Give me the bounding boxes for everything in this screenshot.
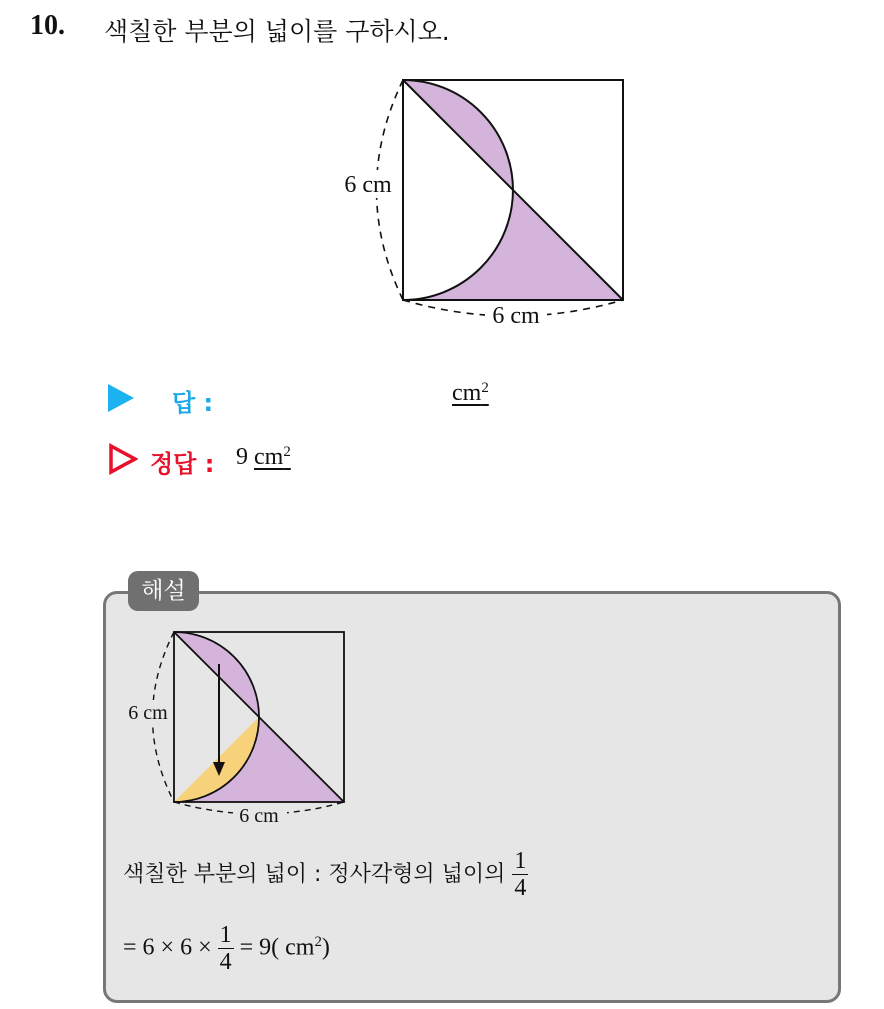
question-figure xyxy=(330,70,640,340)
answer-label: 답 : xyxy=(172,389,214,417)
shaded-region-bottom xyxy=(403,190,623,300)
left-side-label: 6 cm xyxy=(344,172,392,198)
question-text: 색칠한 부분의 넓이를 구하시오. xyxy=(104,17,450,46)
bottom-side-label: 6 cm xyxy=(492,303,540,329)
answer-unit: $cm^2$ xyxy=(452,380,489,407)
explanation-figure xyxy=(115,622,355,832)
explanation-tag: 해설 xyxy=(128,571,199,611)
explanation-line-2: = 6 × 6 × $\frac{1}{4}$ = 9( $cm^2$) xyxy=(123,922,330,976)
solution-triangle-icon xyxy=(108,443,138,475)
left-side-label: 6 cm xyxy=(128,702,168,724)
solution-value: 9 $cm^2$ xyxy=(236,444,291,471)
explanation-line-1: 색칠한 부분의 넓이 : 정사각형의 넓이의 $\frac{1}{4}$ xyxy=(123,848,527,902)
solution-label: 정답 : xyxy=(150,450,215,478)
answer-triangle-icon xyxy=(108,384,134,412)
bottom-side-label: 6 cm xyxy=(239,805,279,827)
question-number: 10. xyxy=(30,10,65,41)
